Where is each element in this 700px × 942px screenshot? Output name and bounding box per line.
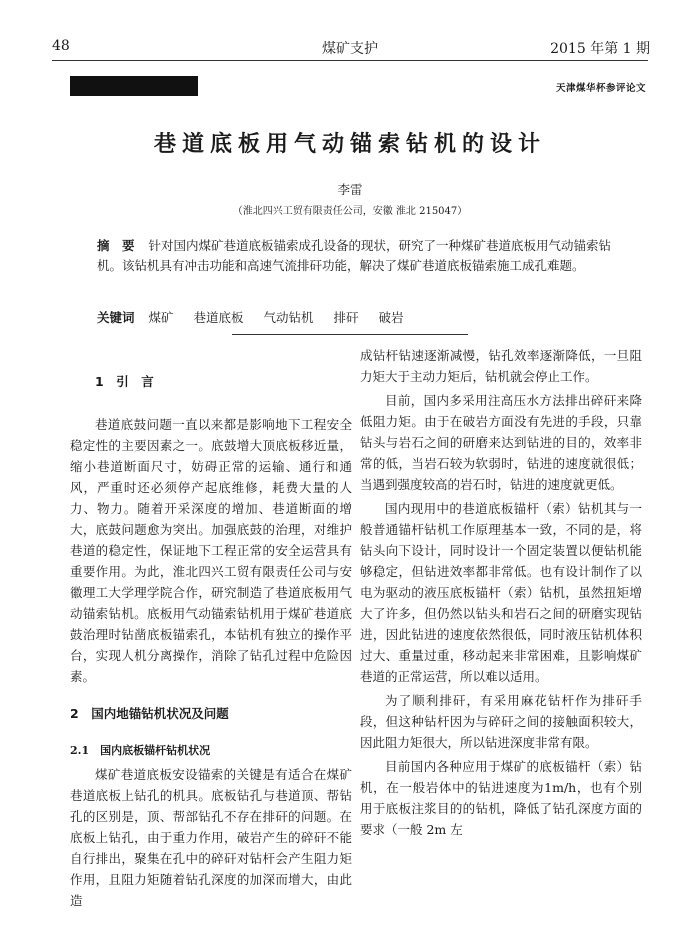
abstract xyxy=(97,236,617,276)
keyword: 破岩 xyxy=(378,310,404,325)
affiliation: （淮北四兴工贸有限责任公司，安徽 淮北 215047） xyxy=(232,206,468,217)
right-column xyxy=(360,345,642,840)
redaction-bar xyxy=(70,76,198,96)
keyword: 巷道底板 xyxy=(193,310,244,325)
paragraph: 煤矿巷道底板安设锚索的关键是有适合在煤矿巷道底板上钻孔的机具。底板钻孔与巷道顶、帮钻孔的区别是，顶、帮部钻孔不存在排矸的问题。在底板上钻孔，由于重力作用，破岩产生的碎矸不能自行排出，聚集在孔中的碎矸对钻杆会产生阻力矩作用，且阻力矩随着钻孔深度的加深而增大，由此造 xyxy=(70,767,352,908)
paragraph: 目前，国内多采用注高压水方法排出碎矸来降低阻力矩。由于在破岩方面没有先进的手段，只靠钻头与岩石之间的研磨来达到钻进的目的，效率非常的低，当岩石较为软弱时，钻进的速度就很低；当遇到强度较高的岩石时，钻进的速度就更低。 xyxy=(360,393,642,492)
issue-label: 2015 年第 1 期 xyxy=(550,41,650,57)
paragraph: 巷道底鼓问题一直以来都是影响地下工程安全稳定性的主要因素之一。底鼓增大顶底板移近量，缩小巷道断面尺寸，妨碍正常的运输、通行和通风，严重时还必须停产起底维修，耗费大量的人力、物力。随着开采深度的增加、巷道断面的增大，底鼓问题愈为突出。加强底鼓的治理，对维护巷道的稳定性，保证地下工程正常的安全运营具有重要作用。为此，淮北四兴工贸有限责任公司与安徽理工大学理学院合作，研究制造了巷道底板用气动锚索钻机。底板用气动锚索钻机用于煤矿巷道底鼓治理时钻凿底板锚索孔，本钻机有独立的操作平台，实现人机分离操作，消除了钻孔过程中危险因素。 xyxy=(70,417,352,684)
keyword: 排矸 xyxy=(333,310,359,325)
abstract-label: 摘 要 xyxy=(97,238,135,253)
paragraph: 为了顺利排矸，有采用麻花钻杆作为排矸手段，但这种钻杆因为与碎矸之间的接触面积较大，因此阻力矩很大，所以钻进深度非常有限。 xyxy=(360,693,642,750)
paper-title: 巷道底板用气动锚索钻机的设计 xyxy=(153,132,546,157)
keywords-divider xyxy=(232,334,468,335)
paragraph: 国内现用中的巷道底板锚杆（索）钻机其与一般普通锚杆钻机工作原理基本一致，不同的是，将钻头向下设计，同时设计一个固定装置以便钻机能够稳定，但钻进效率都非常低。也有设计制作了以电为驱动的液压底板锚杆（索）钻机，虽然扭矩增大了许多，但仍然以钻头和岩石之间的研磨实现钻进，因此钻进的速度依然很低，同时液压钻机体积过大、重量过重，移动起来非常困难，且影响煤矿巷道的正常运营，所以难以适用。 xyxy=(360,501,642,684)
section-heading: 1 引 言 xyxy=(95,374,154,389)
header-divider xyxy=(52,60,648,61)
page-number: 48 xyxy=(52,38,70,54)
keyword: 煤矿 xyxy=(148,310,174,325)
author: 李雷 xyxy=(337,182,363,197)
left-column xyxy=(70,345,352,911)
paragraph: 成钻杆钻速逐渐减慢，钻孔效率逐渐降低，一旦阻力矩大于主动力矩后，钻机就会停止工作。 xyxy=(360,348,642,384)
keywords-label: 关键词 xyxy=(97,310,135,325)
paragraph: 目前国内各种应用于煤矿的底板锚杆（索）钻机，在一般岩体中的钻进速度为1m/h，也有个别用于底板注浆目的的钻机，降低了钻孔深度方面的要求（一般 2m 左 xyxy=(360,759,642,837)
abstract-text: 针对国内煤矿巷道底板锚索成孔设备的现状，研究了一种煤矿巷道底板用气动锚索钻机。该钻机具有冲击功能和高速气流排矸功能，解决了煤矿巷道底板锚索施工成孔难题。 xyxy=(97,238,612,273)
journal-name: 煤矿支护 xyxy=(322,41,378,57)
section-heading: 2 国内地锚钻机状况及问题 xyxy=(70,706,229,721)
column-tag: 天津煤华杯参评论文 xyxy=(555,83,646,94)
subsection-heading: 2.1 国内底板锚杆钻机状况 xyxy=(70,744,211,757)
keywords xyxy=(97,308,617,326)
keyword: 气动钻机 xyxy=(263,310,314,325)
